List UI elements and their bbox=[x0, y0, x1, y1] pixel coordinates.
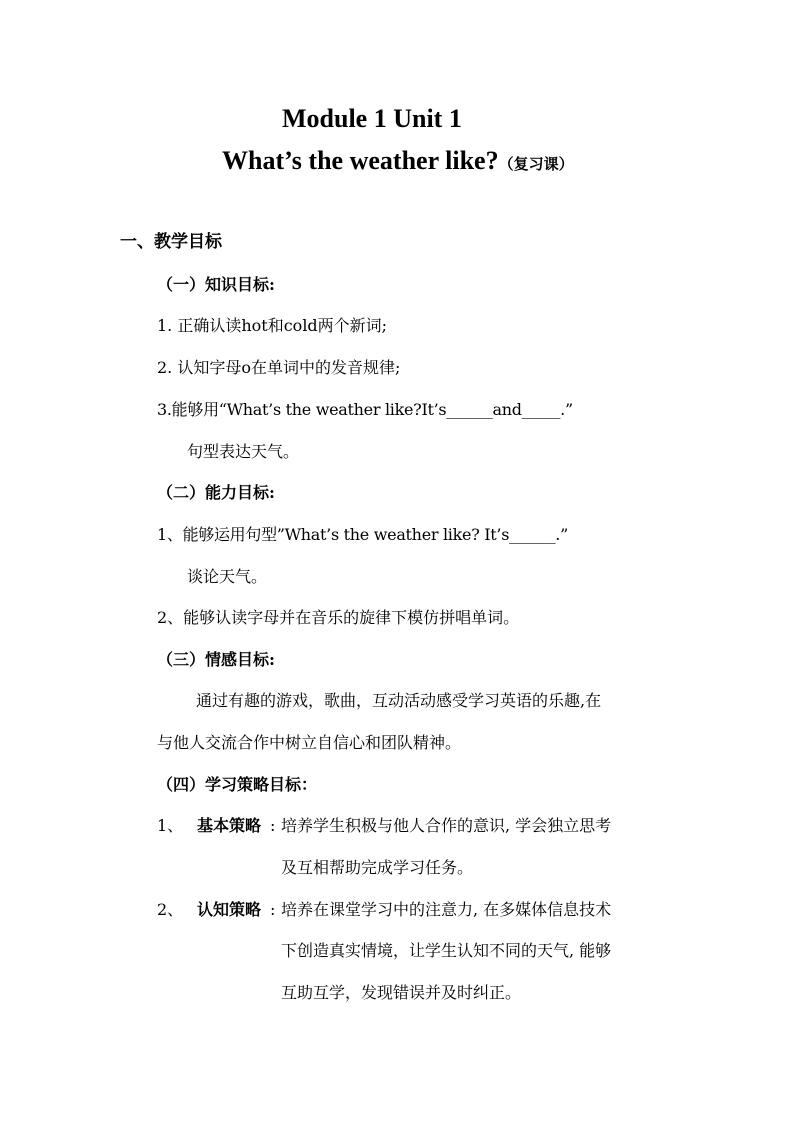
strategy-item-basic-number: 1、 bbox=[157, 816, 184, 835]
emotion-line-2: 与他人交流合作中树立自信心和团队精神。 bbox=[157, 733, 462, 752]
knowledge-item-1: 1. 正确认读hot和cold两个新词; bbox=[157, 316, 388, 335]
subheading-strategy-goals: （四）学习策略目标： bbox=[157, 775, 318, 794]
subheading-emotion-goals: （三）情感目标: bbox=[157, 650, 275, 669]
subheading-knowledge-goals: （一）知识目标: bbox=[157, 275, 275, 294]
knowledge-item-3-continued: 句型表达天气。 bbox=[187, 442, 300, 461]
strategy-item-cognitive-line-2: 下创造真实情境，让学生认知不同的天气, 能够 bbox=[281, 941, 612, 960]
strategy-item-cognitive-colon: : bbox=[270, 900, 276, 919]
title-lesson-tag: （复习课） bbox=[498, 155, 574, 173]
knowledge-item-2: 2. 认知字母o在单词中的发音规律; bbox=[157, 358, 401, 377]
strategy-item-basic-label: 基本策略 bbox=[197, 816, 262, 835]
title-lesson-text: What’s the weather like? bbox=[222, 146, 499, 175]
section-heading-teaching-goals: 一、教学目标 bbox=[120, 232, 222, 252]
strategy-item-cognitive-line-3: 互助互学，发现错误并及时纠正。 bbox=[281, 983, 522, 1002]
strategy-item-cognitive-line-1: 培养在课堂学习中的注意力, 在多媒体信息技术 bbox=[281, 900, 612, 919]
strategy-item-basic-line-2: 及互相帮助完成学习任务。 bbox=[281, 858, 474, 877]
strategy-item-cognitive-label: 认知策略 bbox=[197, 900, 262, 919]
ability-item-2: 2、能够认读字母并在音乐的旋律下模仿拼唱单词。 bbox=[157, 608, 520, 627]
strategy-item-basic-colon: : bbox=[270, 816, 276, 835]
ability-item-1-continued: 谈论天气。 bbox=[187, 567, 268, 586]
strategy-item-cognitive-number: 2、 bbox=[157, 900, 184, 919]
subheading-ability-goals: （二）能力目标: bbox=[157, 483, 275, 502]
emotion-line-1: 通过有趣的游戏，歌曲，互动活动感受学习英语的乐趣,在 bbox=[196, 691, 602, 710]
title-lesson bbox=[222, 145, 574, 180]
title-module-unit: Module 1 Unit 1 bbox=[282, 104, 462, 133]
ability-item-1: 1、能够运用句型”What’s the weather like? It’s______.” bbox=[157, 525, 568, 544]
strategy-item-basic-line-1: 培养学生积极与他人合作的意识, 学会独立思考 bbox=[281, 816, 612, 835]
knowledge-item-3: 3.能够用“What’s the weather like?It’s______and_____.” bbox=[157, 400, 573, 419]
